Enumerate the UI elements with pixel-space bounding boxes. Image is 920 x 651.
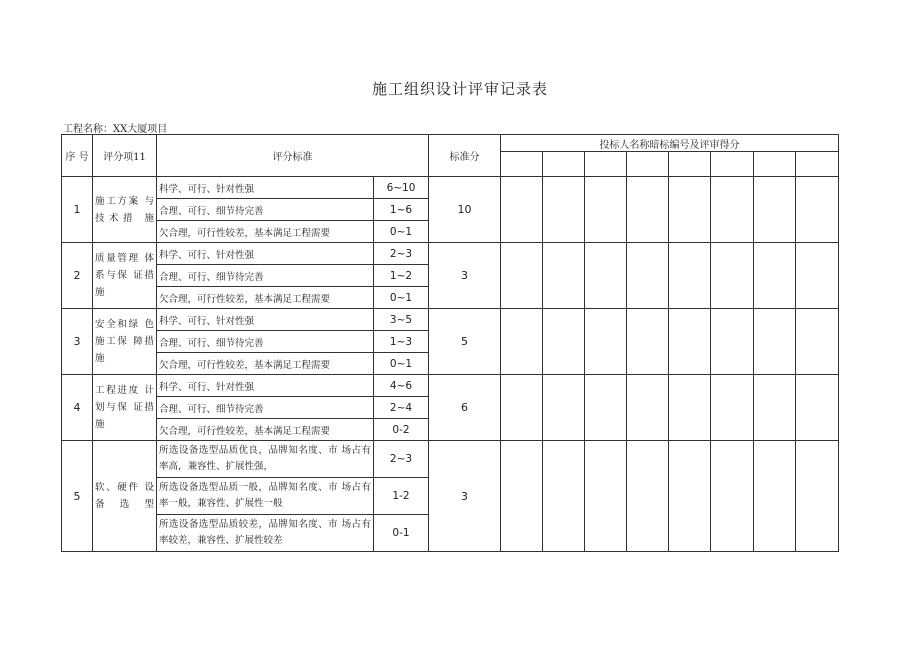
- criteria-text: 科学、可行、针对性强: [157, 309, 374, 331]
- score-cell[interactable]: [669, 309, 711, 375]
- criteria-text: 合理、可行、细节待完善: [157, 265, 374, 287]
- score-cell[interactable]: [711, 441, 754, 552]
- criteria-range: 0-2: [374, 419, 429, 441]
- score-cell[interactable]: [669, 177, 711, 243]
- bidder-cell[interactable]: [627, 152, 669, 177]
- table-row: [62, 243, 839, 265]
- criteria-text: 合理、可行、细节待完善: [157, 397, 374, 419]
- criteria-range: 1~3: [374, 331, 429, 353]
- criteria-range: 2~3: [374, 441, 429, 478]
- score-cell[interactable]: [627, 309, 669, 375]
- table-row: [62, 441, 839, 478]
- page-title: 施工组织设计评审记录表: [371, 80, 548, 98]
- criteria-range: 1~6: [374, 199, 429, 221]
- row-standard: 3: [429, 441, 501, 552]
- row-seq: 4: [62, 375, 93, 441]
- criteria-range: 4~6: [374, 375, 429, 397]
- header-seq: 序 号: [62, 135, 93, 177]
- table-row: [62, 177, 839, 199]
- header-standard: 标准分: [429, 135, 501, 177]
- row-item: 软、硬件 设备选型: [93, 441, 157, 552]
- score-cell[interactable]: [501, 243, 543, 309]
- score-cell[interactable]: [796, 375, 839, 441]
- criteria-range: 3~5: [374, 309, 429, 331]
- bidder-cell[interactable]: [754, 152, 796, 177]
- score-cell[interactable]: [796, 177, 839, 243]
- score-cell[interactable]: [796, 441, 839, 552]
- review-table: [61, 134, 839, 552]
- criteria-text: 科学、可行、针对性强: [157, 375, 374, 397]
- criteria-text: 欠合理，可行性较差，基本满足工程需要: [157, 419, 374, 441]
- criteria-range: 1-2: [374, 478, 429, 515]
- row-seq: 5: [62, 441, 93, 552]
- row-standard: 5: [429, 309, 501, 375]
- score-cell[interactable]: [754, 309, 796, 375]
- score-cell[interactable]: [627, 177, 669, 243]
- row-standard: 3: [429, 243, 501, 309]
- row-seq: 3: [62, 309, 93, 375]
- row-standard: 6: [429, 375, 501, 441]
- header-bidder-scores: 投标人名称暗标编号及评审得分: [501, 135, 839, 152]
- row-item: 工程进度 计划与保 证措施: [93, 375, 157, 441]
- bidder-cell[interactable]: [711, 152, 754, 177]
- criteria-range: 0~1: [374, 287, 429, 309]
- criteria-text: 合理、可行、细节待完善: [157, 199, 374, 221]
- score-cell[interactable]: [754, 177, 796, 243]
- score-cell[interactable]: [501, 177, 543, 243]
- criteria-range: 2~4: [374, 397, 429, 419]
- score-cell[interactable]: [585, 309, 627, 375]
- criteria-range: 6~10: [374, 177, 429, 199]
- score-cell[interactable]: [501, 309, 543, 375]
- score-cell[interactable]: [754, 243, 796, 309]
- criteria-range: 0~1: [374, 353, 429, 375]
- criteria-text: 欠合理，可行性较差，基本满足工程需要: [157, 353, 374, 375]
- score-cell[interactable]: [585, 375, 627, 441]
- row-standard: 10: [429, 177, 501, 243]
- criteria-text: 欠合理，可行性较差，基本满足工程需要: [157, 221, 374, 243]
- row-seq: 1: [62, 177, 93, 243]
- score-cell[interactable]: [627, 243, 669, 309]
- score-cell[interactable]: [669, 243, 711, 309]
- row-item: 施工方案 与技术措 施: [93, 177, 157, 243]
- criteria-text: 所选设备选型品质优良，品牌知名度、市 场占有率高，兼容性、扩展性强，: [157, 441, 374, 478]
- score-cell[interactable]: [501, 375, 543, 441]
- criteria-range: 0~1: [374, 221, 429, 243]
- score-cell[interactable]: [585, 243, 627, 309]
- score-cell[interactable]: [669, 441, 711, 552]
- score-cell[interactable]: [711, 177, 754, 243]
- score-cell[interactable]: [543, 441, 585, 552]
- score-cell[interactable]: [627, 441, 669, 552]
- criteria-text: 所选设备选型品质一般，品牌知名度、市 场占有率一般，兼容性、扩展性一般: [157, 478, 374, 515]
- row-seq: 2: [62, 243, 93, 309]
- criteria-text: 欠合理，可行性较差，基本满足工程需要: [157, 287, 374, 309]
- bidder-cell[interactable]: [543, 152, 585, 177]
- score-cell[interactable]: [711, 309, 754, 375]
- criteria-text: 合理、可行、细节待完善: [157, 331, 374, 353]
- table-row: [62, 375, 839, 397]
- row-item: 安全和绿 色施工保 障措施: [93, 309, 157, 375]
- criteria-range: 2~3: [374, 243, 429, 265]
- bidder-cell[interactable]: [669, 152, 711, 177]
- score-cell[interactable]: [627, 375, 669, 441]
- score-cell[interactable]: [585, 441, 627, 552]
- header-criteria: 评分标准: [157, 135, 429, 177]
- bidder-cell[interactable]: [796, 152, 839, 177]
- score-cell[interactable]: [501, 441, 543, 552]
- criteria-text: 科学、可行、针对性强: [157, 177, 374, 199]
- score-cell[interactable]: [543, 309, 585, 375]
- criteria-text: 所选设备选型品质较差，品牌知名度、市 场占有率较差，兼容性、扩展性较差: [157, 515, 374, 552]
- score-cell[interactable]: [669, 375, 711, 441]
- score-cell[interactable]: [585, 177, 627, 243]
- header-item: 评分项11: [93, 135, 157, 177]
- score-cell[interactable]: [543, 243, 585, 309]
- bidder-cell[interactable]: [501, 152, 543, 177]
- score-cell[interactable]: [796, 243, 839, 309]
- table-row: [62, 309, 839, 331]
- score-cell[interactable]: [796, 309, 839, 375]
- bidder-cell[interactable]: [585, 152, 627, 177]
- score-cell[interactable]: [543, 375, 585, 441]
- criteria-range: 1~2: [374, 265, 429, 287]
- row-item: 质量管理 体系与保 证措施: [93, 243, 157, 309]
- project-name: 工程名称：XX大厦项目: [63, 124, 168, 135]
- score-cell[interactable]: [543, 177, 585, 243]
- criteria-text: 科学、可行、针对性强: [157, 243, 374, 265]
- criteria-range: 0-1: [374, 515, 429, 552]
- score-cell[interactable]: [711, 375, 754, 441]
- score-cell[interactable]: [711, 243, 754, 309]
- score-cell[interactable]: [754, 441, 796, 552]
- score-cell[interactable]: [754, 375, 796, 441]
